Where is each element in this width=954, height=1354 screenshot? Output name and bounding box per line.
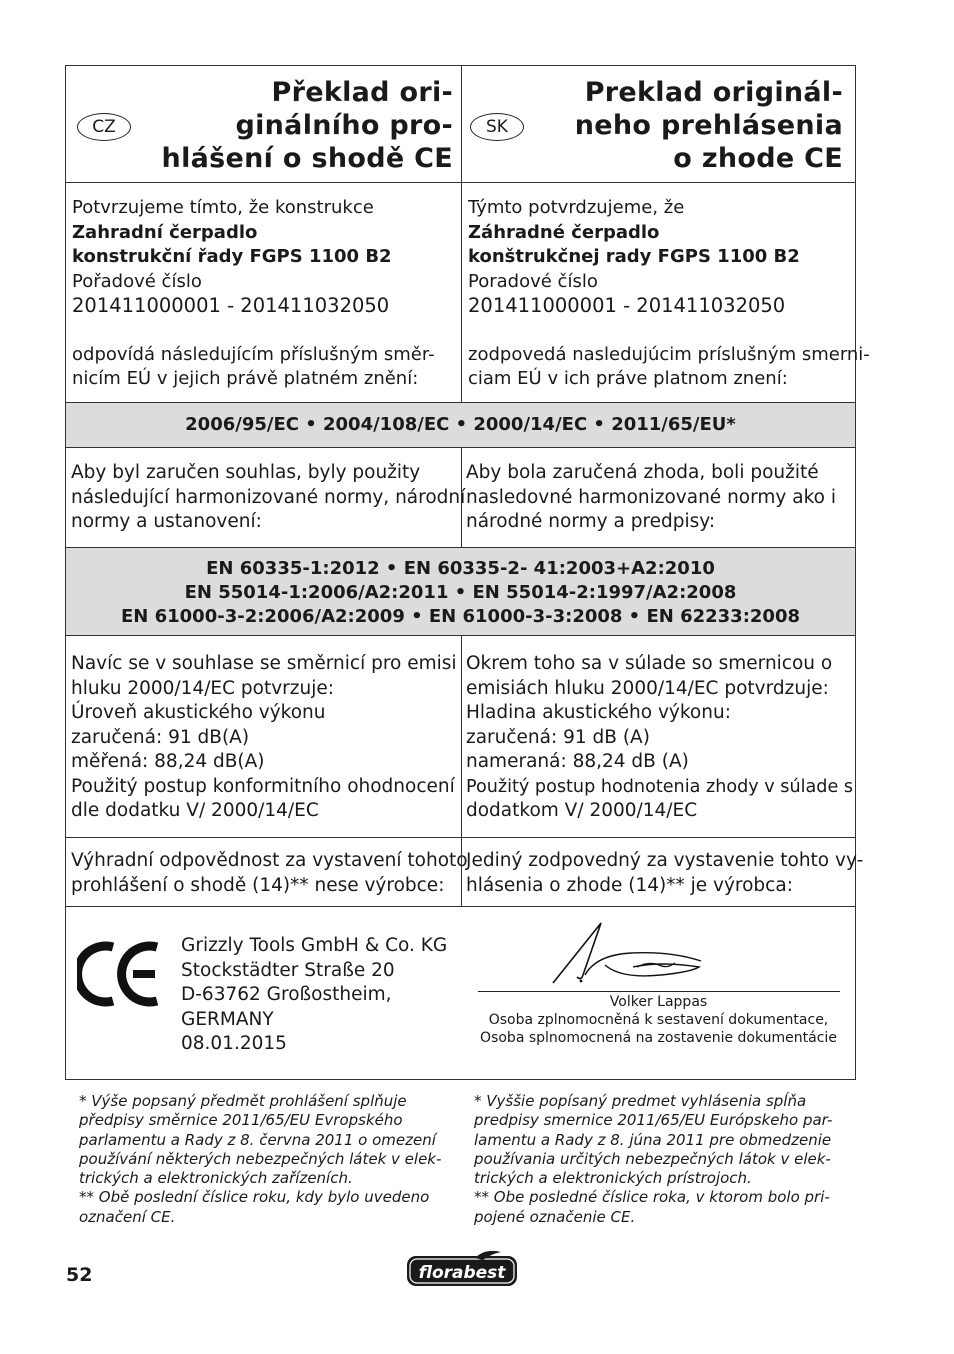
signatory-name: Volker Lappas <box>609 994 708 1010</box>
harmonized-row <box>66 448 855 548</box>
noise-sk <box>462 636 855 837</box>
directives-row <box>66 403 855 448</box>
responsibility-row <box>66 838 864 907</box>
harmonized-cz <box>66 448 466 547</box>
responsibility-cz <box>66 838 468 906</box>
harmonized-sk <box>462 448 855 547</box>
header-row <box>66 66 855 183</box>
footnote-sk: * Vyššie popísaný predmet vyhlásenia spĺňa predpisy smernice 2011/65/EU Európskeho par- lamentu a Rady z 8. júna 2011 pre obmedzenie používania určitých nebezpečných látok v elek- trických a elektronických prístrojoch. ** Obe posledné číslice roka, v ktorom bolo pri- pojené označenie CE. <box>474 1092 833 1226</box>
footnote-cz: * Výše popsaný předmět prohlášení splňuje předpisy směrnice 2011/65/EU Evropského parlamentu a Rady z 8. června 2011 o omezení používání některých nebezpečných látek v elek- trických a elektronických zařízeních. ** Obě poslední číslice roku, kdy bylo uvedeno označení CE. <box>79 1092 442 1226</box>
intro-row <box>66 183 870 403</box>
signatory-role-sk: Osoba splnomocnená na zostavenie dokumentácie <box>480 1030 837 1046</box>
directives-list: 2006/95/EC • 2004/108/EC • 2000/14/EC • 2011/65/EU* <box>185 414 736 435</box>
manufacturer-row <box>66 907 855 1079</box>
intro-sk <box>462 183 870 402</box>
standards-row <box>66 548 855 636</box>
title-cz: Překlad ori- ginálního pro- hlášení o shodě CE <box>161 77 453 174</box>
brand-name: florabest <box>418 1263 506 1283</box>
header-cz <box>66 66 462 182</box>
intro-cz <box>66 183 462 402</box>
header-sk <box>462 66 855 182</box>
standards-line-3: EN 61000-3-2:2006/A2:2009 • EN 61000-3-3:2008 • EN 62233:2008 <box>120 606 801 627</box>
noise-row <box>66 636 855 838</box>
responsibility-sk <box>462 838 864 906</box>
signatory-role-cz: Osoba zplnomocněná k sestavení dokumentace, <box>488 1012 829 1028</box>
page-number: 52 <box>66 1264 93 1286</box>
signatory-block <box>462 993 855 1047</box>
language-badge-cz: CZ <box>77 113 131 141</box>
title-sk: Preklad originál- neho prehlásenia o zhode CE <box>574 77 843 174</box>
signature-line <box>478 991 840 992</box>
ce-mark-icon <box>77 941 163 1007</box>
intro-text-cz: Potvrzujeme tímto, že konstrukce Zahradní čerpadlo konstrukční řady FGPS 1100 B2 Pořadové číslo 201411000001 - 201411032050 odpovídá následujícím příslušným směr- nicím EÚ v jejich právě platném znění: <box>72 197 435 389</box>
responsibility-text-sk: Jediný zodpovedný za vystavenie tohto vy- hlásenia o zhode (14)** je výrobca: <box>466 850 864 896</box>
standards-line-1: EN 60335-1:2012 • EN 60335-2- 41:2003+A2:2010 <box>206 558 715 579</box>
noise-text-cz: Navíc se v souhlase se směrnicí pro emisi hluku 2000/14/EC potvrzuje: Úroveň akustického výkonu zaručená: 91 dB(A) měřená: 88,24 dB(A) Použitý postup konformitního ohodnocení dle dodatku V/ 2000/14/EC <box>71 653 457 821</box>
manufacturer-address: Grizzly Tools GmbH & Co. KG Stockstädter Straße 20 D-63762 Großostheim, GERMANY 08.01.2015 <box>181 935 448 1054</box>
noise-cz <box>66 636 462 837</box>
harmonized-text-cz: Aby byl zaručen souhlas, byly použity následující harmonizované normy, národní normy a ustanovení: <box>71 462 466 532</box>
harmonized-text-sk: Aby bola zaručená zhoda, boli použité nasledovné harmonizované normy ako i národné normy a predpisy: <box>466 462 836 532</box>
florabest-logo <box>405 1250 519 1288</box>
declaration-table <box>65 65 870 1080</box>
signature-image <box>541 917 781 989</box>
noise-text-sk: Okrem toho sa v súlade so smernicou o emisiách hluku 2000/14/EC potvrdzuje: Hladina akustického výkonu: zaručená: 91 dB (A) nameraná: 88,24 dB (A) Použitý postup hodnotenia zhody v súlade s dodatkom V/ 2000/14/EC <box>466 653 854 821</box>
standards-line-2: EN 55014-1:2006/A2:2011 • EN 55014-2:1997/A2:2008 <box>184 582 737 603</box>
intro-text-sk: Týmto potvrdzujeme, že Záhradné čerpadlo konštrukčnej rady FGPS 1100 B2 Poradové číslo 201411000001 - 201411032050 zodpovedá nasledujúcim príslušným smerni- ciam EÚ v ich práve platnom znení: <box>468 197 870 389</box>
language-badge-sk: SK <box>470 113 524 141</box>
responsibility-text-cz: Výhradní odpovědnost za vystavení tohoto prohlášení o shodě (14)** nese výrobce: <box>71 850 468 896</box>
